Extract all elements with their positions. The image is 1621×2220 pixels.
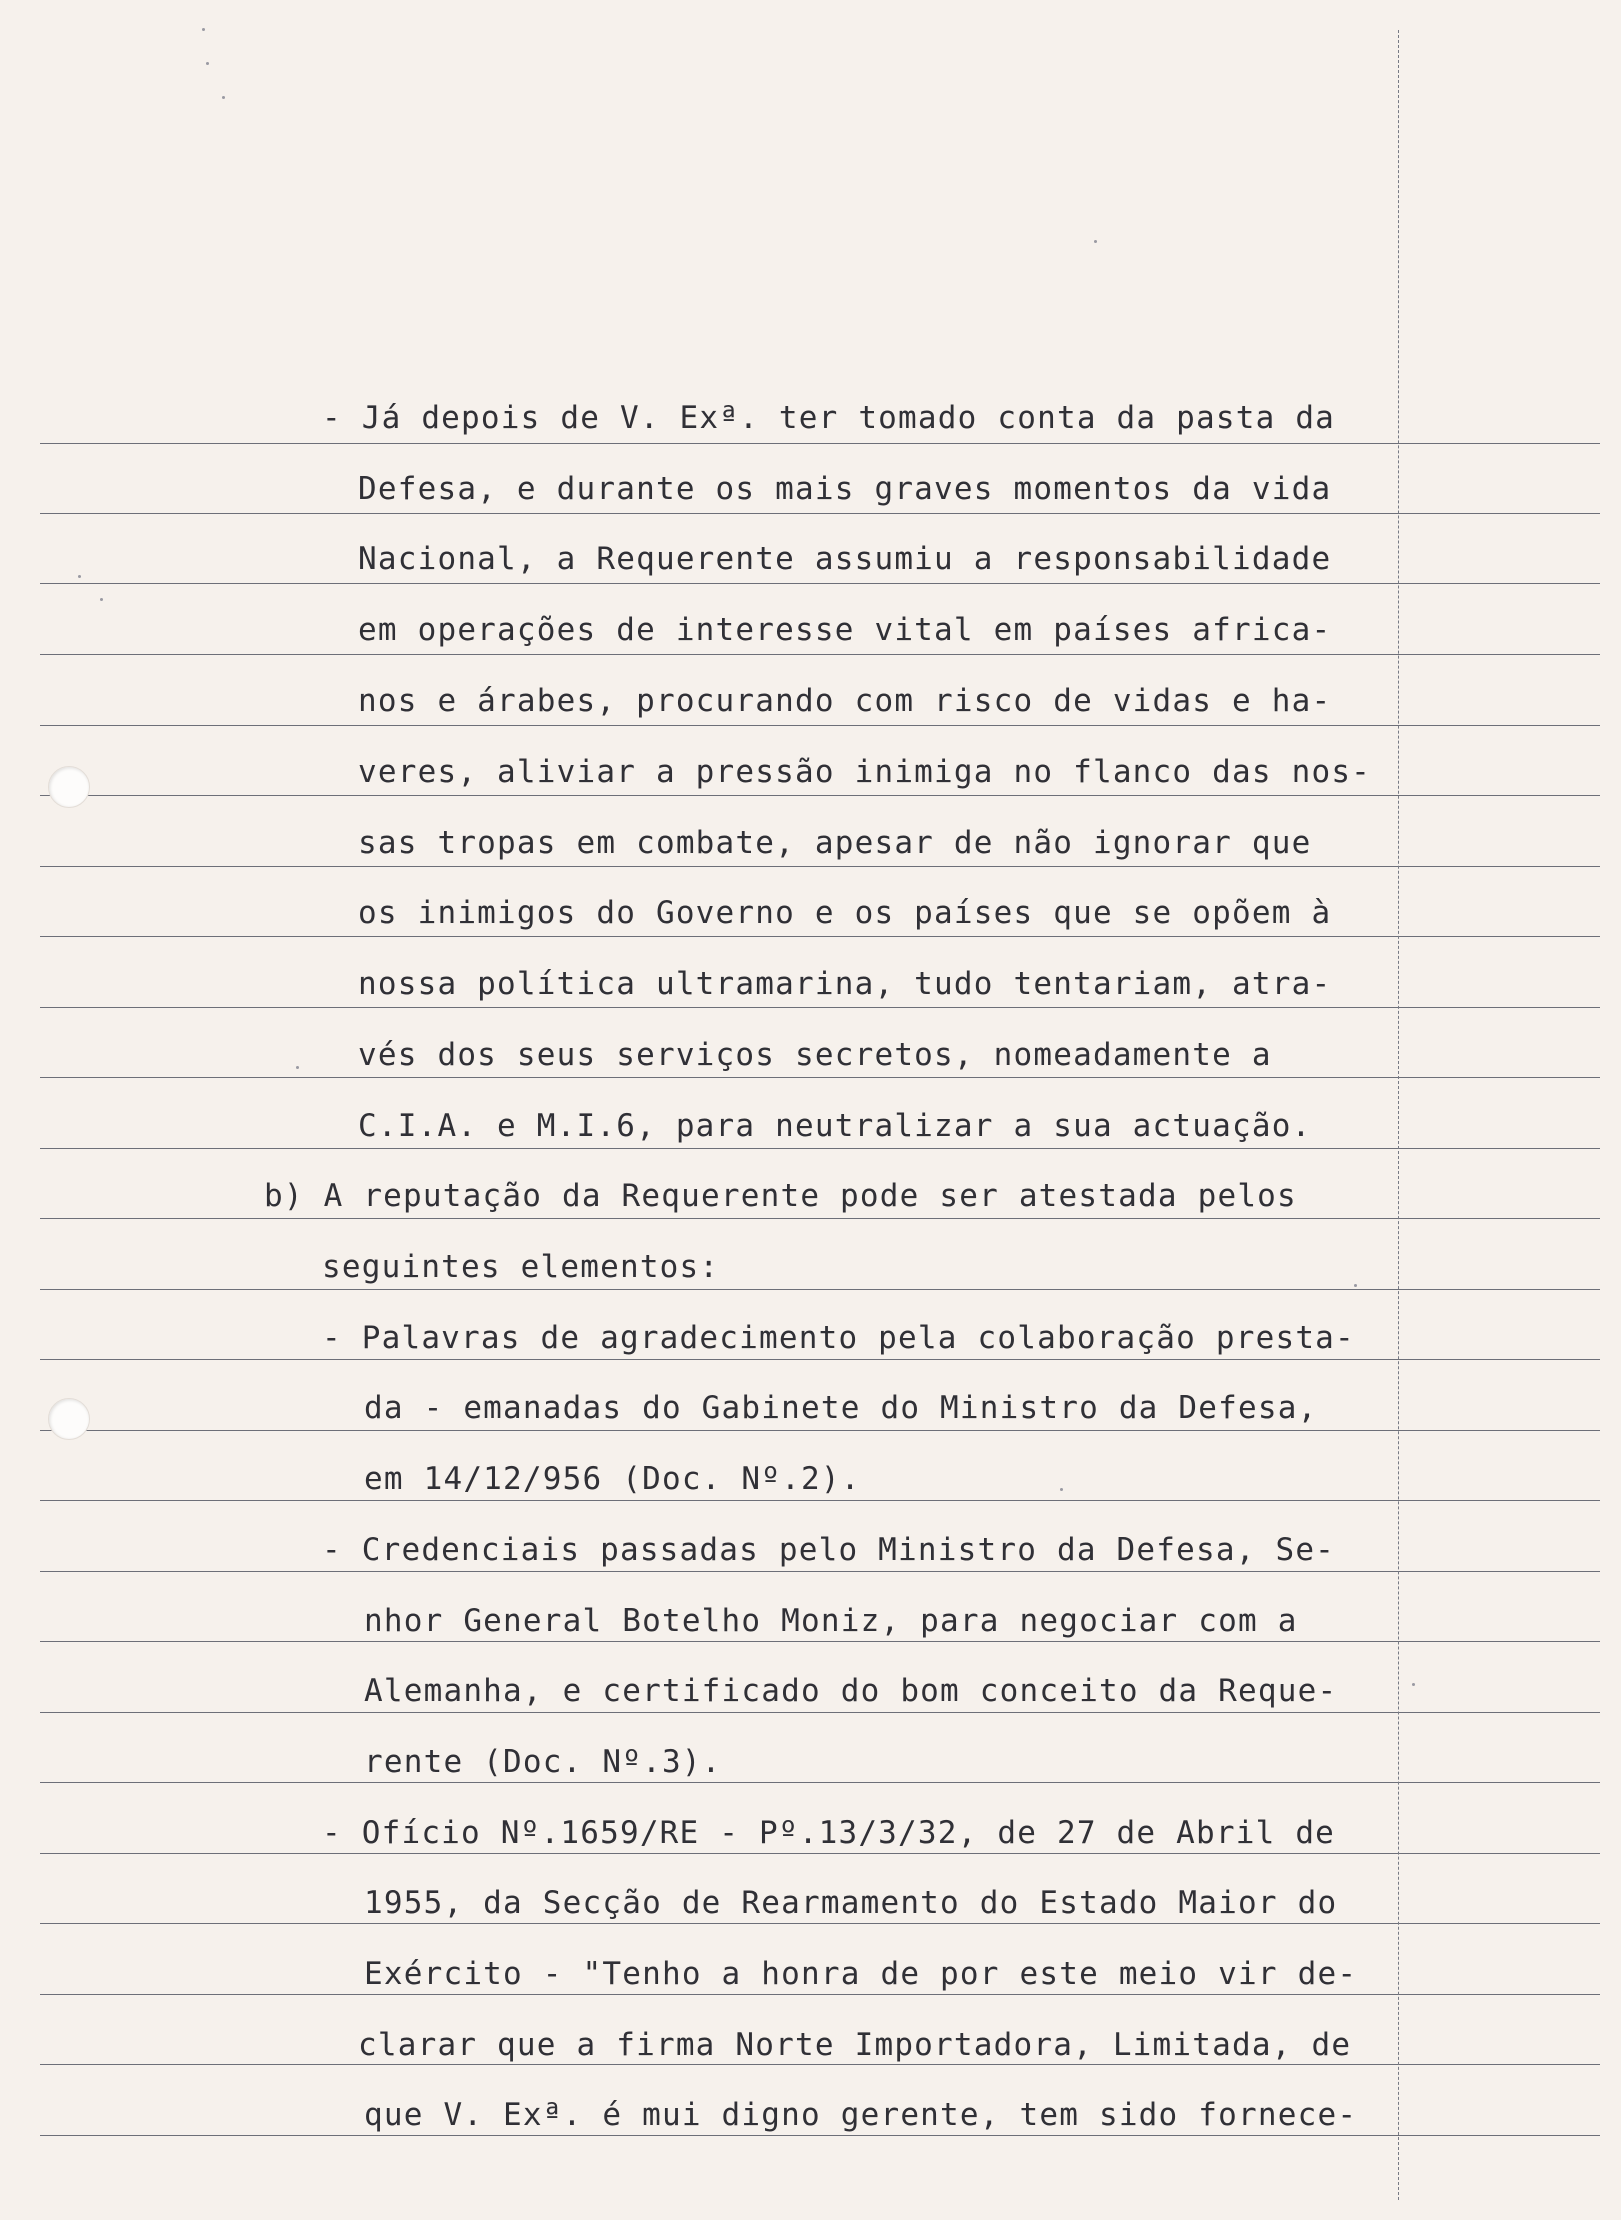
speck: [296, 1066, 299, 1069]
text-line: 1955, da Secção de Rearmamento do Estado Maior do: [364, 1885, 1338, 1921]
ruled-line: [40, 1994, 1600, 1995]
text-line: nossa política ultramarina, tudo tentariam, atra-: [358, 966, 1332, 1002]
ruled-line: [40, 936, 1600, 937]
ruled-line: [40, 1007, 1600, 1008]
speck: [78, 575, 81, 578]
margin-guide: [1398, 30, 1399, 2200]
text-line: Nacional, a Requerente assumiu a responsabilidade: [358, 541, 1332, 577]
text-line: Defesa, e durante os mais graves momentos da vida: [358, 471, 1332, 507]
ruled-line: [40, 725, 1600, 726]
ruled-line: [40, 583, 1600, 584]
ruled-line: [40, 1571, 1600, 1572]
ruled-line: [40, 1430, 1600, 1431]
text-line: que V. Exª. é mui digno gerente, tem sido fornece-: [364, 2097, 1358, 2133]
text-line: da - emanadas do Gabinete do Ministro da Defesa,: [364, 1390, 1318, 1426]
text-line: - Ofício Nº.1659/RE - Pº.13/3/32, de 27 de Abril de: [322, 1815, 1336, 1851]
text-line: - Credenciais passadas pelo Ministro da Defesa, Se-: [322, 1532, 1336, 1568]
ruled-line: [40, 866, 1600, 867]
ruled-line: [40, 1148, 1600, 1149]
ruled-line: [40, 2135, 1600, 2136]
ruled-line: [40, 1853, 1600, 1854]
ruled-line: [40, 1641, 1600, 1642]
punch-hole: [48, 1398, 90, 1440]
text-line: vés dos seus serviços secretos, nomeadamente a: [358, 1037, 1272, 1073]
ruled-line: [40, 1712, 1600, 1713]
text-line: Exército - "Tenho a honra de por este meio vir de-: [364, 1956, 1358, 1992]
text-line: em 14/12/956 (Doc. Nº.2).: [364, 1461, 861, 1497]
text-line: os inimigos do Governo e os países que se opõem à: [358, 895, 1332, 931]
speck: [222, 96, 225, 99]
ruled-line: [40, 1218, 1600, 1219]
speck: [100, 598, 103, 601]
text-line: - Palavras de agradecimento pela colaboração presta-: [322, 1320, 1355, 1356]
ruled-line: [40, 2064, 1600, 2065]
text-line: Alemanha, e certificado do bom conceito da Reque-: [364, 1673, 1338, 1709]
text-line: C.I.A. e M.I.6, para neutralizar a sua actuação.: [358, 1108, 1312, 1144]
text-line: veres, aliviar a pressão inimiga no flanco das nos-: [358, 754, 1372, 790]
text-line: b) A reputação da Requerente pode ser atestada pelos: [264, 1178, 1297, 1214]
text-line: seguintes elementos:: [322, 1249, 720, 1285]
text-line: - Já depois de V. Exª. ter tomado conta da pasta da: [322, 400, 1336, 436]
speck: [202, 28, 205, 31]
text-line: rente (Doc. Nº.3).: [364, 1744, 722, 1780]
ruled-line: [40, 1289, 1600, 1290]
speck: [1354, 1284, 1357, 1287]
ruled-line: [40, 1923, 1600, 1924]
ruled-line: [40, 1359, 1600, 1360]
speck: [206, 62, 209, 65]
text-line: nhor General Botelho Moniz, para negociar com a: [364, 1603, 1298, 1639]
ruled-line: [40, 1077, 1600, 1078]
ruled-line: [40, 654, 1600, 655]
text-line: em operações de interesse vital em países africa-: [358, 612, 1332, 648]
punch-hole: [48, 766, 90, 808]
text-line: clarar que a firma Norte Importadora, Limitada, de: [358, 2027, 1352, 2063]
ruled-line: [40, 443, 1600, 444]
speck: [1094, 240, 1097, 243]
ruled-line: [40, 795, 1600, 796]
text-line: sas tropas em combate, apesar de não ignorar que: [358, 825, 1312, 861]
text-line: nos e árabes, procurando com risco de vidas e ha-: [358, 683, 1332, 719]
ruled-line: [40, 1500, 1600, 1501]
speck: [1412, 1683, 1415, 1686]
speck: [1060, 1488, 1063, 1491]
ruled-line: [40, 1782, 1600, 1783]
ruled-line: [40, 513, 1600, 514]
